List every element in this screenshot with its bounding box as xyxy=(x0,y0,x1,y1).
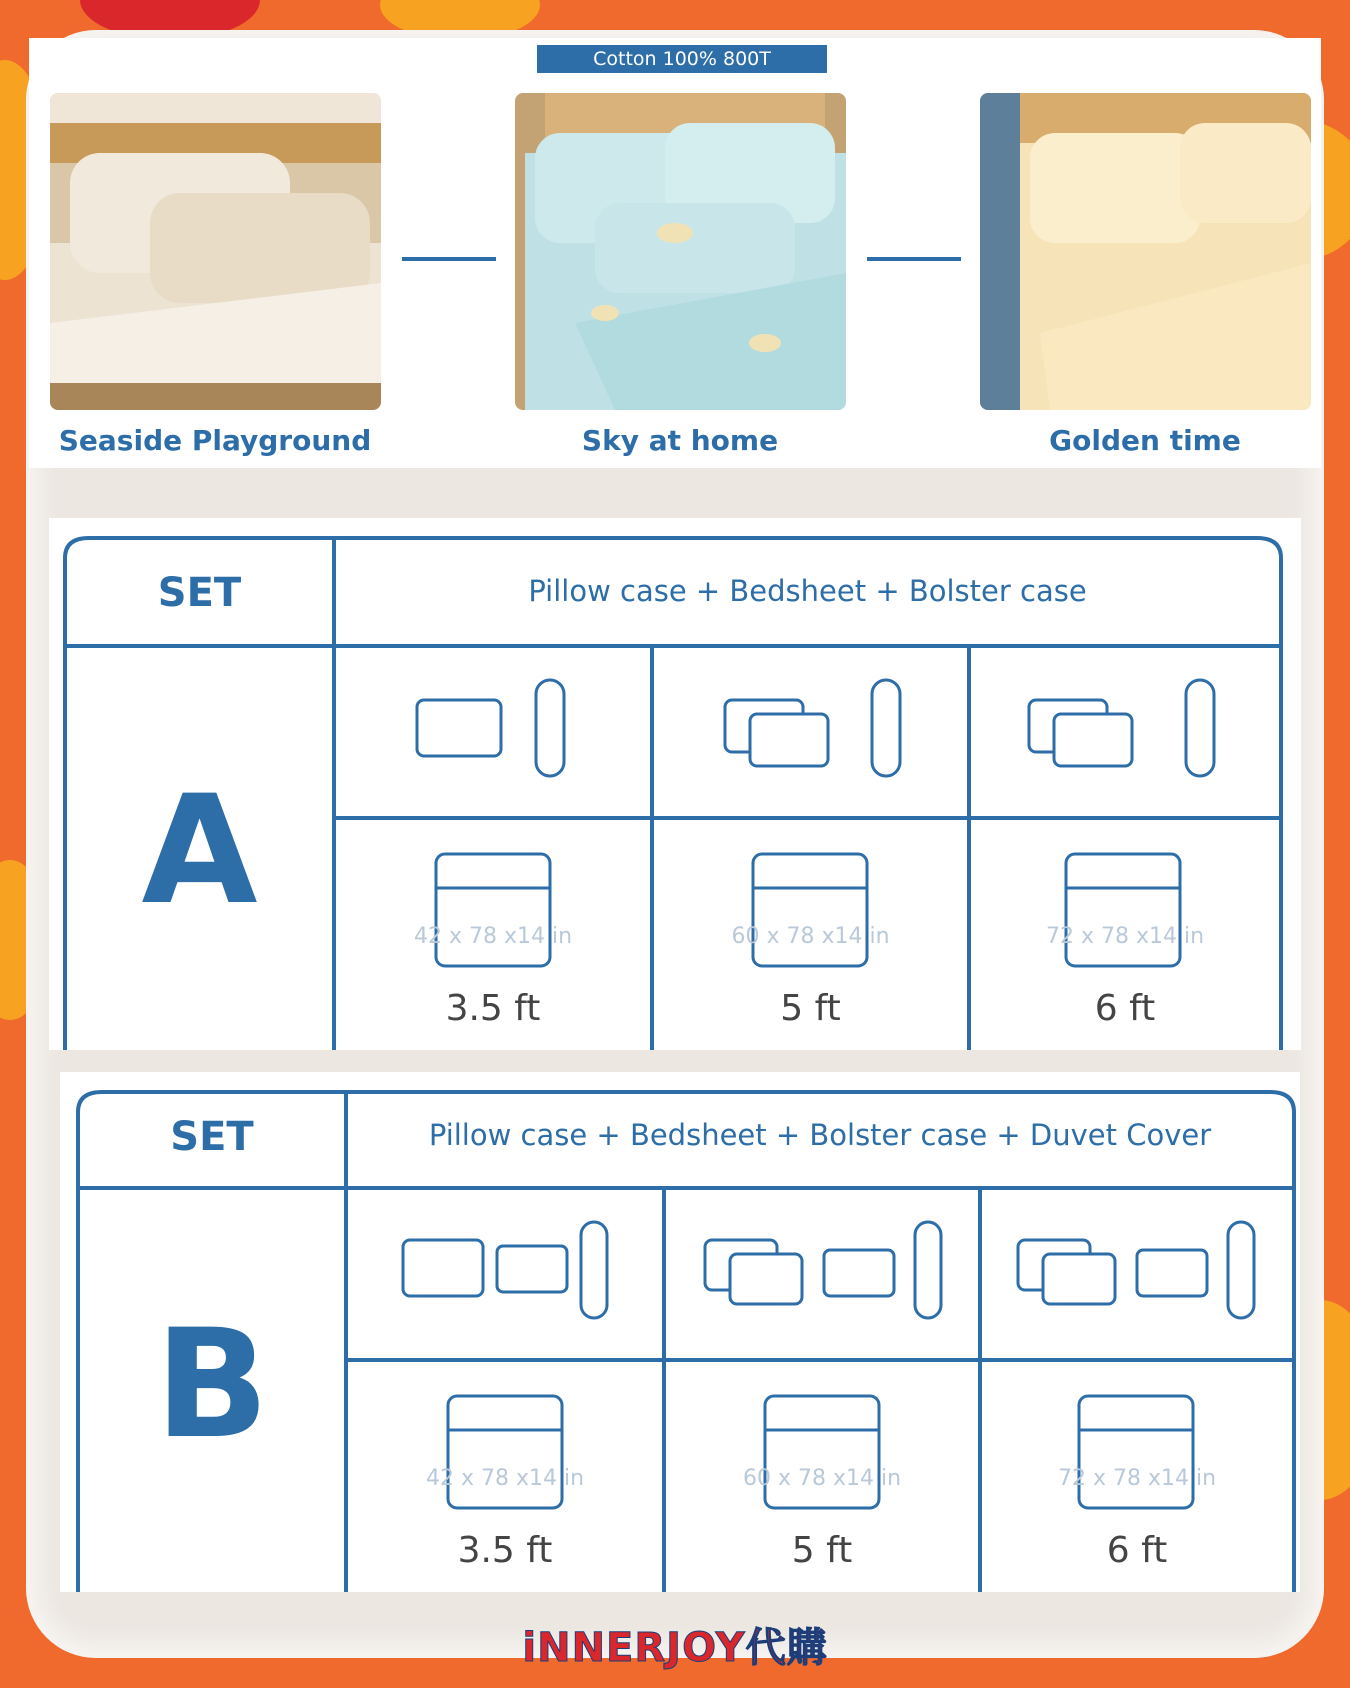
duvet-icon xyxy=(1137,1250,1207,1296)
product-name-golden: Golden time xyxy=(1049,424,1241,457)
material-badge: Cotton 100% 800T xyxy=(537,45,827,73)
size-label: 6 ft xyxy=(1106,1530,1168,1571)
bolster-icon xyxy=(536,680,564,776)
size-label: 3.5 ft xyxy=(457,1530,553,1571)
dimension-label: 60 x 78 x14 in xyxy=(731,924,890,949)
dimension-label: 72 x 78 x14 in xyxy=(1045,924,1205,949)
bedsheet-icon xyxy=(1079,1396,1193,1508)
bolster-icon xyxy=(872,680,900,776)
set-a-letter: A xyxy=(141,764,258,938)
connector-line xyxy=(867,257,961,261)
size-label: 6 ft xyxy=(1094,988,1156,1029)
set-b-letter: B xyxy=(154,1298,270,1472)
set-a-table xyxy=(49,518,1301,1050)
dimension-label: 60 x 78 x14 in xyxy=(742,1466,902,1491)
product-photo-seaside[interactable] xyxy=(50,93,381,410)
duvet-icon xyxy=(824,1250,894,1296)
size-label: 3.5 ft xyxy=(445,988,541,1029)
bed-beige-illustration xyxy=(50,93,381,410)
bolster-icon xyxy=(1186,680,1214,776)
bedsheet-icon xyxy=(448,1396,562,1508)
bolster-icon xyxy=(1228,1222,1254,1318)
bed-cream-illustration xyxy=(980,93,1311,410)
product-photo-sky[interactable] xyxy=(515,93,846,410)
product-photo-golden[interactable] xyxy=(980,93,1311,410)
bedsheet-icon xyxy=(765,1396,879,1508)
bed-blue-illustration xyxy=(515,93,846,410)
set-b-description: Pillow case + Bedsheet + Bolster case + Duvet Cover xyxy=(428,1118,1212,1152)
bolster-icon xyxy=(915,1222,941,1318)
pillow-icon xyxy=(730,1254,802,1304)
dimension-label: 42 x 78 x14 in xyxy=(413,924,573,949)
dimension-label: 72 x 78 x14 in xyxy=(1057,1466,1217,1491)
pillow-icon xyxy=(417,700,501,756)
innerjoy-logo xyxy=(500,1615,850,1673)
set-b-table xyxy=(60,1072,1300,1592)
product-name-sky: Sky at home xyxy=(581,424,779,457)
set-b-label: SET xyxy=(170,1114,254,1160)
set-a-label: SET xyxy=(157,570,242,616)
bolster-icon xyxy=(581,1222,607,1318)
pillow-icon xyxy=(403,1240,483,1296)
pillow-icon xyxy=(750,714,828,766)
size-label: 5 ft xyxy=(780,988,841,1029)
size-label: 5 ft xyxy=(791,1530,853,1571)
logo-text: iNNERJOY代購 xyxy=(522,1624,828,1671)
connector-line xyxy=(402,257,496,261)
pillow-icon xyxy=(1043,1254,1115,1304)
set-a-description: Pillow case + Bedsheet + Bolster case xyxy=(528,574,1087,608)
dimension-label: 42 x 78 x14 in xyxy=(425,1466,585,1491)
product-name-seaside: Seaside Playground xyxy=(58,424,372,457)
bedsheet-icon xyxy=(753,854,867,966)
pillow-icon xyxy=(1054,714,1132,766)
bedsheet-icon xyxy=(1066,854,1180,966)
bedsheet-icon xyxy=(436,854,550,966)
duvet-icon xyxy=(497,1246,567,1292)
